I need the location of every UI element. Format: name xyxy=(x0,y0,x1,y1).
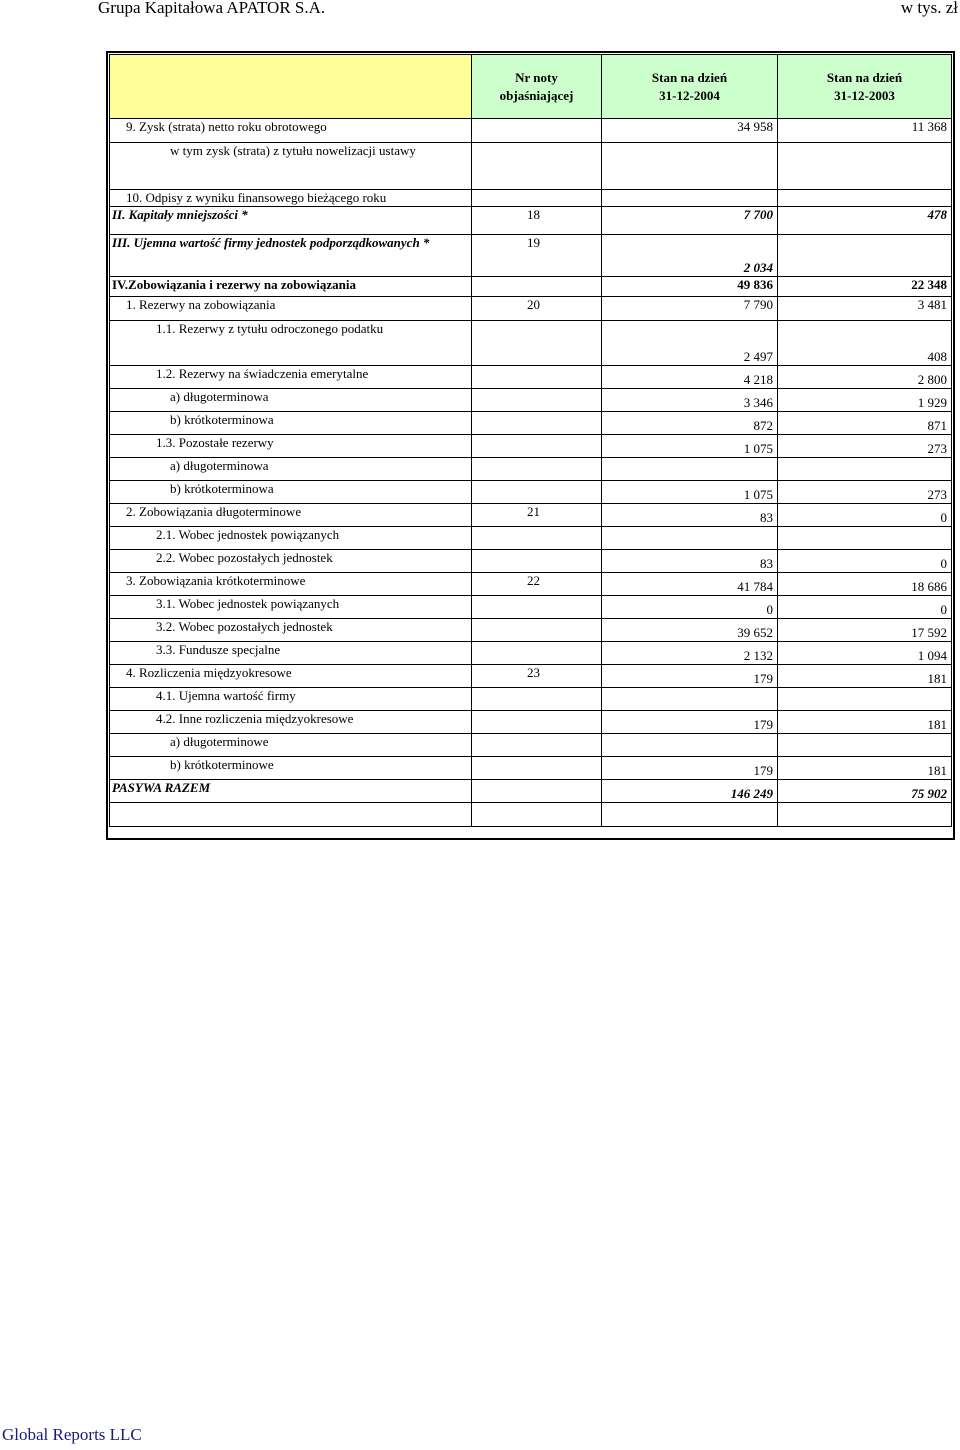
row-note-number xyxy=(472,642,602,665)
row-value-2004: 179 xyxy=(602,665,778,688)
row-note-number xyxy=(472,757,602,780)
table-row xyxy=(110,277,952,297)
row-note-number xyxy=(472,412,602,435)
table-row xyxy=(110,665,952,688)
row-value-2003: 0 xyxy=(778,596,952,619)
row-value-2004: 0 xyxy=(602,596,778,619)
table-row xyxy=(110,596,952,619)
row-label: 1.3. Pozostałe rezerwy xyxy=(110,435,472,458)
row-note-number xyxy=(472,688,602,711)
row-value-2004 xyxy=(602,190,778,207)
table-row xyxy=(110,297,952,321)
table-row-empty xyxy=(110,803,952,827)
row-value-2003: 273 xyxy=(778,481,952,504)
row-note-number xyxy=(472,596,602,619)
row-label: III. Ujemna wartość firmy jednostek podporządkowanych * xyxy=(110,235,472,277)
row-label: 3.1. Wobec jednostek powiązanych xyxy=(110,596,472,619)
row-note-number xyxy=(472,277,602,297)
row-label: 2. Zobowiązania długoterminowe xyxy=(110,504,472,527)
table-row xyxy=(110,550,952,573)
row-label: 4.2. Inne rozliczenia międzyokresowe xyxy=(110,711,472,734)
row-value-2004: 39 652 xyxy=(602,619,778,642)
row-label: b) krótkoterminowa xyxy=(110,412,472,435)
row-label: PASYWA RAZEM xyxy=(110,780,472,803)
row-value-2004: 34 958 xyxy=(602,119,778,143)
row-note-number xyxy=(472,435,602,458)
row-note-number xyxy=(472,389,602,412)
row-note-number xyxy=(472,711,602,734)
row-value-2004: 2 034 xyxy=(602,235,778,277)
table-row xyxy=(110,366,952,389)
table-row xyxy=(110,321,952,366)
row-value-2003 xyxy=(778,734,952,757)
row-value-2004: 41 784 xyxy=(602,573,778,596)
table-row xyxy=(110,143,952,190)
empty-cell xyxy=(602,803,778,827)
row-note-number xyxy=(472,619,602,642)
table-row xyxy=(110,458,952,481)
row-label: w tym zysk (strata) z tytułu nowelizacji ustawy xyxy=(110,143,472,190)
header-note-line1: Nr noty xyxy=(515,69,558,85)
row-value-2004: 1 075 xyxy=(602,481,778,504)
row-value-2004: 872 xyxy=(602,412,778,435)
row-value-2003 xyxy=(778,527,952,550)
row-value-2004: 83 xyxy=(602,550,778,573)
row-label: 10. Odpisy z wyniku finansowego bieżącego roku xyxy=(110,190,472,207)
row-note-number xyxy=(472,321,602,366)
row-value-2004: 4 218 xyxy=(602,366,778,389)
row-label: b) krótkoterminowe xyxy=(110,757,472,780)
row-label: a) długoterminowe xyxy=(110,734,472,757)
row-value-2003: 3 481 xyxy=(778,297,952,321)
row-value-2004 xyxy=(602,143,778,190)
header-label-cell xyxy=(110,55,472,119)
row-note-number: 23 xyxy=(472,665,602,688)
table-row xyxy=(110,642,952,665)
header-2004-line2: 31-12-2004 xyxy=(659,87,720,103)
row-value-2003: 871 xyxy=(778,412,952,435)
table-row xyxy=(110,527,952,550)
row-label: 9. Zysk (strata) netto roku obrotowego xyxy=(110,119,472,143)
row-label: 1. Rezerwy na zobowiązania xyxy=(110,297,472,321)
row-label: 3.3. Fundusze specjalne xyxy=(110,642,472,665)
row-label: 4.1. Ujemna wartość firmy xyxy=(110,688,472,711)
row-label: a) długoterminowa xyxy=(110,458,472,481)
row-value-2003: 2 800 xyxy=(778,366,952,389)
row-value-2003: 1 929 xyxy=(778,389,952,412)
row-value-2004: 1 075 xyxy=(602,435,778,458)
table-row xyxy=(110,389,952,412)
row-note-number: 18 xyxy=(472,207,602,235)
table-row xyxy=(110,780,952,803)
row-value-2003: 1 094 xyxy=(778,642,952,665)
row-value-2003 xyxy=(778,235,952,277)
row-value-2004: 2 497 xyxy=(602,321,778,366)
row-value-2004: 179 xyxy=(602,711,778,734)
row-value-2004 xyxy=(602,527,778,550)
currency-unit: w tys. zł xyxy=(900,0,958,17)
row-note-number xyxy=(472,780,602,803)
row-note-number: 21 xyxy=(472,504,602,527)
row-value-2003 xyxy=(778,190,952,207)
table-row xyxy=(110,119,952,143)
table-row xyxy=(110,481,952,504)
header-2004-line1: Stan na dzień xyxy=(651,69,728,85)
row-value-2003: 181 xyxy=(778,757,952,780)
row-value-2003: 478 xyxy=(778,207,952,235)
table-row xyxy=(110,573,952,596)
row-value-2004 xyxy=(602,458,778,481)
row-value-2004: 3 346 xyxy=(602,389,778,412)
table-row xyxy=(110,412,952,435)
table-row xyxy=(110,435,952,458)
row-note-number: 22 xyxy=(472,573,602,596)
row-value-2003: 181 xyxy=(778,711,952,734)
row-label: IV.Zobowiązania i rezerwy na zobowiązania xyxy=(110,277,472,297)
row-note-number xyxy=(472,190,602,207)
table-header-row xyxy=(110,55,952,119)
company-name: Grupa Kapitałowa APATOR S.A. xyxy=(98,0,326,17)
row-value-2003: 273 xyxy=(778,435,952,458)
table-row xyxy=(110,688,952,711)
row-value-2004: 49 836 xyxy=(602,277,778,297)
row-note-number: 19 xyxy=(472,235,602,277)
row-note-number xyxy=(472,458,602,481)
row-value-2003: 22 348 xyxy=(778,277,952,297)
row-note-number xyxy=(472,527,602,550)
table-row xyxy=(110,619,952,642)
header-note-cell xyxy=(472,55,602,119)
row-note-number xyxy=(472,366,602,389)
row-label: a) długoterminowa xyxy=(110,389,472,412)
empty-cell xyxy=(472,803,602,827)
table-row xyxy=(110,734,952,757)
row-label: 1.2. Rezerwy na świadczenia emerytalne xyxy=(110,366,472,389)
row-value-2003 xyxy=(778,458,952,481)
row-value-2004: 146 249 xyxy=(602,780,778,803)
row-note-number: 20 xyxy=(472,297,602,321)
row-value-2004: 7 700 xyxy=(602,207,778,235)
empty-cell xyxy=(778,803,952,827)
header-2003-line2: 31-12-2003 xyxy=(834,87,895,103)
row-label: II. Kapitały mniejszości * xyxy=(110,207,472,235)
row-value-2003: 18 686 xyxy=(778,573,952,596)
row-note-number xyxy=(472,481,602,504)
row-label: 3.2. Wobec pozostałych jednostek xyxy=(110,619,472,642)
header-note-line2: objaśniającej xyxy=(499,87,574,103)
row-value-2003: 181 xyxy=(778,665,952,688)
row-value-2004 xyxy=(602,688,778,711)
row-label: 3. Zobowiązania krótkoterminowe xyxy=(110,573,472,596)
empty-cell xyxy=(110,803,472,827)
row-label: 2.1. Wobec jednostek powiązanych xyxy=(110,527,472,550)
row-label: 1.1. Rezerwy z tytułu odroczonego podatku xyxy=(110,321,472,366)
row-note-number xyxy=(472,550,602,573)
table-row xyxy=(110,207,952,235)
row-value-2003: 408 xyxy=(778,321,952,366)
row-value-2004: 83 xyxy=(602,504,778,527)
row-label: 2.2. Wobec pozostałych jednostek xyxy=(110,550,472,573)
table-row xyxy=(110,190,952,207)
row-value-2003 xyxy=(778,688,952,711)
table-row xyxy=(110,235,952,277)
header-2003-cell xyxy=(778,55,952,119)
row-value-2003: 75 902 xyxy=(778,780,952,803)
row-value-2003: 11 368 xyxy=(778,119,952,143)
header-2003-line1: Stan na dzień xyxy=(826,69,903,85)
row-label: 4. Rozliczenia międzyokresowe xyxy=(110,665,472,688)
row-value-2003: 0 xyxy=(778,504,952,527)
row-label: b) krótkoterminowa xyxy=(110,481,472,504)
balance-sheet-liabilities-table xyxy=(109,54,952,827)
row-value-2004: 7 790 xyxy=(602,297,778,321)
row-note-number xyxy=(472,734,602,757)
table-row xyxy=(110,757,952,780)
publisher-footer: Global Reports LLC xyxy=(2,1425,142,1444)
row-note-number xyxy=(472,143,602,190)
row-value-2003 xyxy=(778,143,952,190)
row-value-2004: 179 xyxy=(602,757,778,780)
header-2004-cell xyxy=(602,55,778,119)
row-value-2004 xyxy=(602,734,778,757)
row-value-2003: 17 592 xyxy=(778,619,952,642)
row-note-number xyxy=(472,119,602,143)
row-value-2003: 0 xyxy=(778,550,952,573)
row-value-2004: 2 132 xyxy=(602,642,778,665)
table-row xyxy=(110,504,952,527)
table-row xyxy=(110,711,952,734)
